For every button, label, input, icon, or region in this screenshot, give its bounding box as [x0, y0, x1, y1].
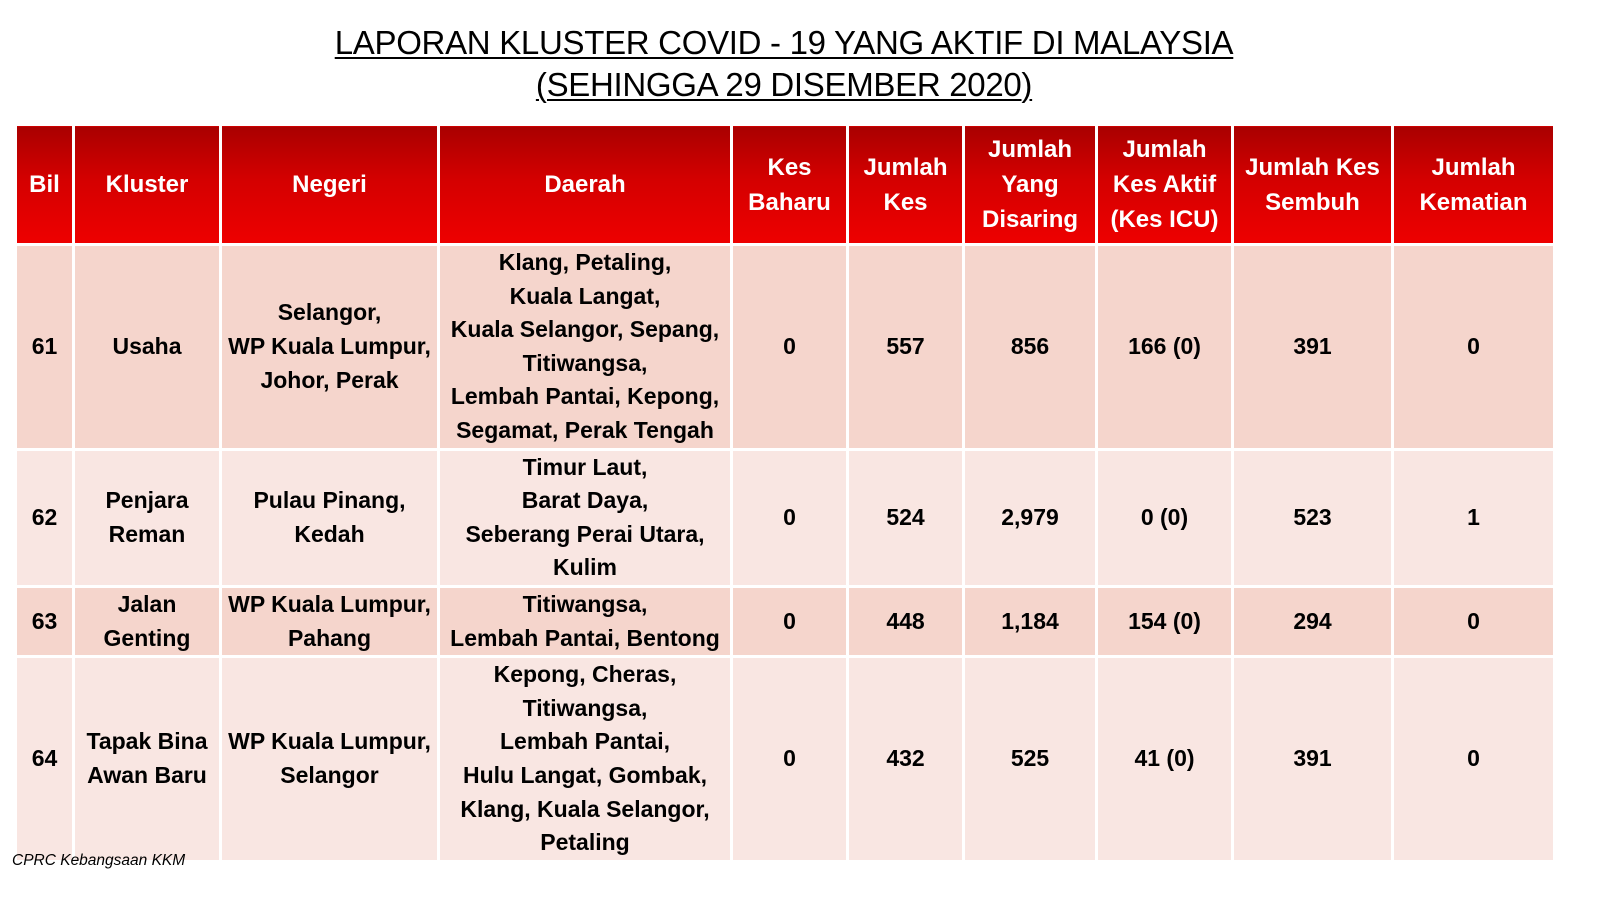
table-row: [16, 245, 1555, 450]
cell-jumlah-kes: 448: [848, 586, 964, 656]
header-kematian: Jumlah Kematian: [1393, 125, 1555, 245]
cell-kluster: Tapak Bina Awan Baru: [74, 657, 221, 862]
cell-kes-baharu: 0: [732, 245, 848, 450]
cell-kluster: Jalan Genting: [74, 586, 221, 656]
cell-jumlah-kes: 557: [848, 245, 964, 450]
report-title-line2: (SEHINGGA 29 DISEMBER 2020): [535, 66, 1033, 103]
cell-kes-aktif: 41 (0): [1097, 657, 1233, 862]
cell-jumlah-disaring: 856: [964, 245, 1097, 450]
cell-kes-aktif: 166 (0): [1097, 245, 1233, 450]
header-daerah: Daerah: [439, 125, 732, 245]
header-jumlah-kes: Jumlah Kes: [848, 125, 964, 245]
cell-kematian: 0: [1393, 586, 1555, 656]
table-row: [16, 586, 1555, 656]
cell-jumlah-kes: 432: [848, 657, 964, 862]
cell-daerah: Kepong, Cheras, Titiwangsa, Lembah Pantai, Hulu Langat, Gombak, Klang, Kuala Selangor, Petaling: [439, 657, 732, 862]
source-footer: CPRC Kebangsaan KKM: [12, 852, 186, 869]
cell-kes-baharu: 0: [732, 657, 848, 862]
cell-jumlah-disaring: 525: [964, 657, 1097, 862]
header-negeri: Negeri: [221, 125, 439, 245]
cell-kematian: 0: [1393, 245, 1555, 450]
cell-bil: 63: [16, 586, 74, 656]
cell-kluster: Penjara Reman: [74, 449, 221, 586]
cell-daerah: Timur Laut, Barat Daya, Seberang Perai Utara, Kulim: [439, 449, 732, 586]
cell-kluster: Usaha: [74, 245, 221, 450]
cell-jumlah-disaring: 1,184: [964, 586, 1097, 656]
cluster-table: [14, 123, 1556, 863]
cell-kes-baharu: 0: [732, 586, 848, 656]
cell-bil: 64: [16, 657, 74, 862]
cell-kes-sembuh: 391: [1233, 657, 1393, 862]
cell-kes-sembuh: 523: [1233, 449, 1393, 586]
cell-kematian: 1: [1393, 449, 1555, 586]
cell-jumlah-disaring: 2,979: [964, 449, 1097, 586]
table-row: [16, 657, 1555, 862]
cell-negeri: Pulau Pinang, Kedah: [221, 449, 439, 586]
cell-jumlah-kes: 524: [848, 449, 964, 586]
header-bil: Bil: [16, 125, 74, 245]
header-kluster: Kluster: [74, 125, 221, 245]
cell-negeri: WP Kuala Lumpur, Selangor: [221, 657, 439, 862]
cell-bil: 61: [16, 245, 74, 450]
cell-kes-aktif: 154 (0): [1097, 586, 1233, 656]
table-header-row: [16, 125, 1555, 245]
header-jumlah-disaring: Jumlah Yang Disaring: [964, 125, 1097, 245]
cell-kes-sembuh: 294: [1233, 586, 1393, 656]
cell-negeri: Selangor, WP Kuala Lumpur, Johor, Perak: [221, 245, 439, 450]
cell-daerah: Klang, Petaling, Kuala Langat, Kuala Selangor, Sepang, Titiwangsa, Lembah Pantai, Kepong, Segamat, Perak Tengah: [439, 245, 732, 450]
report-title-line1: LAPORAN KLUSTER COVID - 19 YANG AKTIF DI MALAYSIA: [334, 24, 1234, 61]
header-kes-sembuh: Jumlah Kes Sembuh: [1233, 125, 1393, 245]
cell-kematian: 0: [1393, 657, 1555, 862]
header-kes-aktif: Jumlah Kes Aktif (Kes ICU): [1097, 125, 1233, 245]
cell-kes-sembuh: 391: [1233, 245, 1393, 450]
cell-daerah: Titiwangsa, Lembah Pantai, Bentong: [439, 586, 732, 656]
cell-negeri: WP Kuala Lumpur, Pahang: [221, 586, 439, 656]
cell-kes-aktif: 0 (0): [1097, 449, 1233, 586]
header-kes-baharu: Kes Baharu: [732, 125, 848, 245]
table-row: [16, 449, 1555, 586]
report-title: [0, 22, 1568, 106]
cell-kes-baharu: 0: [732, 449, 848, 586]
cell-bil: 62: [16, 449, 74, 586]
